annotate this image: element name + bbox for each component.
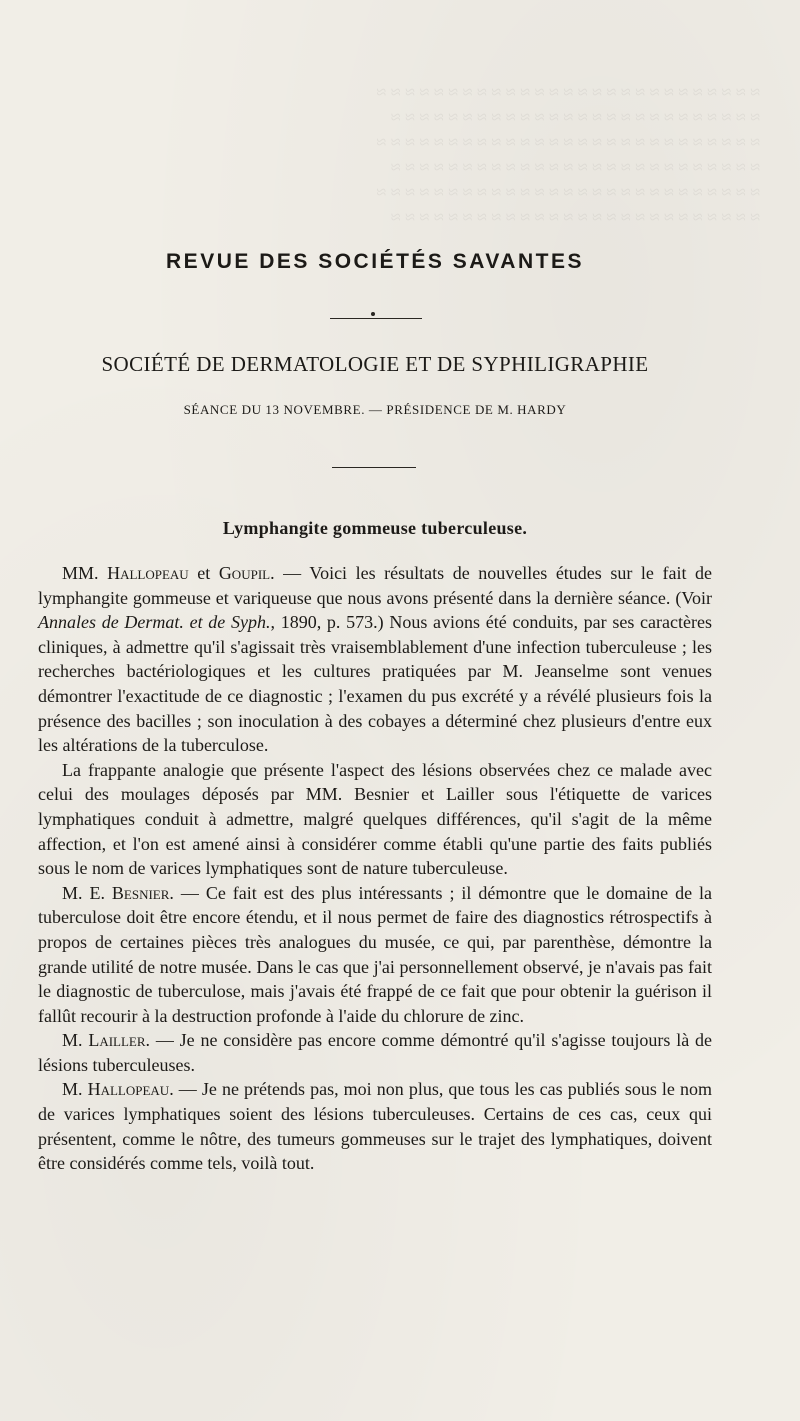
speaker-name: Hallopeau	[107, 563, 189, 583]
article-title: Lymphangite gommeuse tuberculeuse.	[222, 518, 528, 538]
paragraph-text: , 1890, p. 573.) Nous avions été conduits, par ses caractères cliniques, à admettre qu'il s'agissait très vraisemblablement d'une infection tuberculeuse ; les recherches bactériologiques et les cultures pratiquées par M. Jeanselme sont venues démontrer l'exactitude de ce diagnostic ; l'examen du pus excrété y a révélé plusieurs fois la présence des bacilles ; son inoculation à des cobayes a déterminé chez plusieurs d'entre eux les altérations de la tuberculose.	[38, 612, 712, 756]
speaker-prefix: M.	[62, 1030, 89, 1051]
conjunction: et	[188, 563, 219, 583]
paragraph-text: . — Je ne prétends pas, moi non plus, que tous les cas publiés sous le nom de varices lymphatiques soient des lésions tuberculeuses. Certains de ces cas, ceux qui présentent, comme le nôtre, des tumeurs gommeuses sur le trajet des lymphatiques, doivent être considérés comme tels, voilà tout.	[38, 1079, 712, 1174]
speaker-prefix: M.	[62, 1079, 88, 1100]
article-body	[38, 561, 712, 1176]
speaker-prefix: MM.	[62, 563, 108, 583]
paragraph-text: . — Voici les résultats de nouvelles études sur le fait de lymphangite gommeuse et variqueuse que nous avons présenté dans la dernière séance. (Voir	[38, 563, 713, 608]
paragraph-lailler	[38, 1028, 712, 1077]
speaker-prefix: M. E.	[62, 882, 112, 903]
speaker-name: Besnier	[111, 882, 170, 903]
section-divider	[330, 318, 422, 319]
session-line: SÉANCE DU 13 NOVEMBRE. — PRÉSIDENCE DE M. HARDY	[183, 402, 567, 417]
journal-section-title: REVUE DES SOCIÉTÉS SAVANTES	[166, 250, 584, 273]
paragraph-besnier	[38, 881, 712, 1029]
paragraph-hallopeau-reply	[38, 1077, 712, 1175]
paragraph-text: . — Ce fait est des plus intéressants ; il démontre que le domaine de la tuberculose doit être encore étendu, et il nous permet de faire des diagnostics rétrospectifs à propos de certaines pièces très analogues du musée, ce qui, par parenthèse, démontre la grande utilité de notre musée. Dans le cas que j'ai personnellement observé, je n'avais pas fait le diagnostic de tuberculose, mais j'avais été frappé de ce fait que pour obtenir la guérison il fallût recourir à la destruction profonde à l'aide du chlorure de zinc.	[38, 882, 713, 1026]
divider-ornament	[371, 312, 375, 316]
speaker-name: Lailler	[88, 1030, 146, 1051]
session-divider	[332, 467, 416, 468]
speaker-name: Goupil	[218, 563, 271, 583]
paragraph-analogy: La frappante analogie que présente l'aspect des lésions observées chez ce malade avec celui des moulages déposés par MM. Besnier et Lailler sous l'étiquette de varices lymphatiques conduit à admettre, malgré quelques différences, qu'il s'agit de la même affection, et l'on est amené ainsi à considérer comme établi qu'une partie des faits publiés sous le nom de varices lymphatiques sont de nature tuberculeuse.	[38, 759, 712, 879]
paragraph-text: . — Je ne considère pas encore comme démontré qu'il s'agisse toujours là de lésions tuberculeuses.	[38, 1030, 712, 1075]
speaker-name: Hallopeau	[87, 1079, 170, 1100]
journal-citation: Annales de Dermat. et de Syph.	[38, 612, 271, 633]
society-title: SOCIÉTÉ DE DERMATOLOGIE ET DE SYPHILIGRAPHIE	[101, 352, 649, 376]
paragraph-hallopeau-goupil	[38, 561, 712, 758]
